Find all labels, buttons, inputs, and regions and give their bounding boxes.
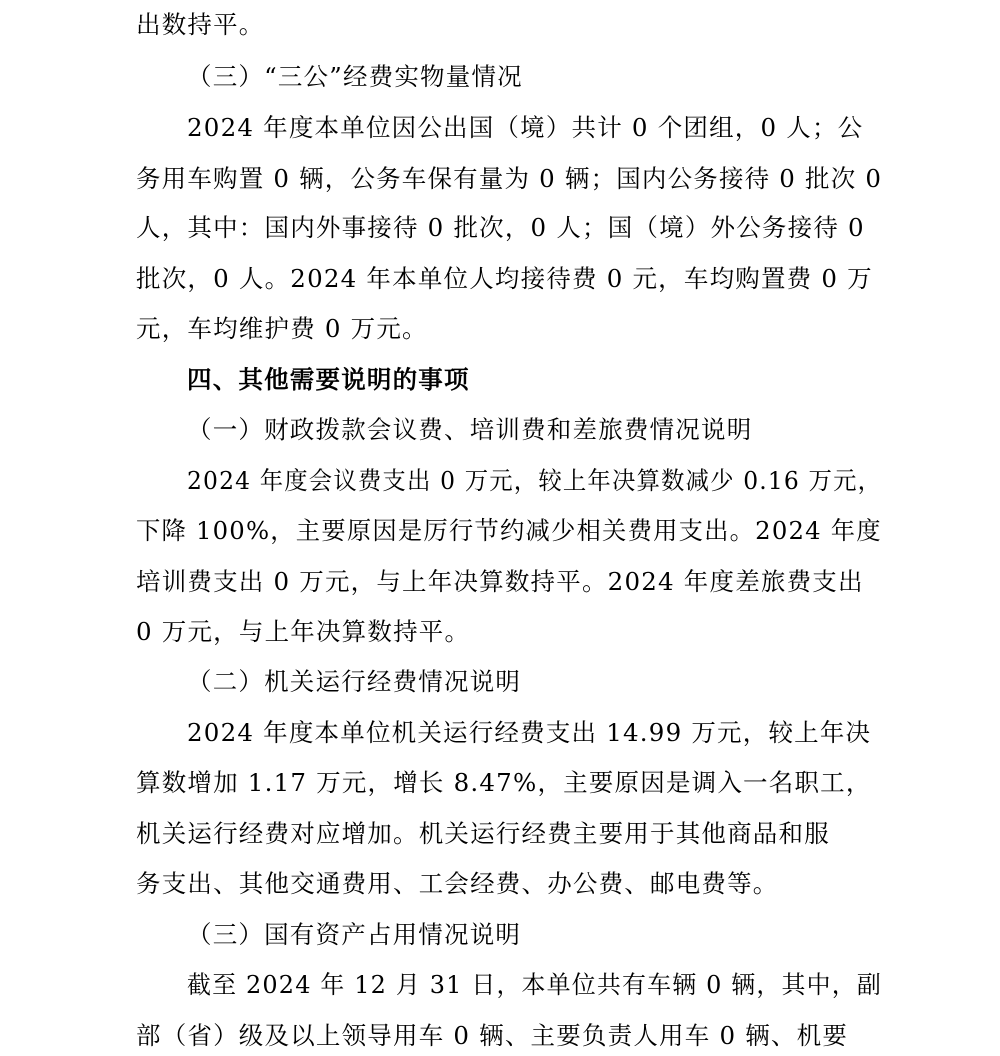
paragraph-line: 部（省）级及以上领导用车 0 辆、主要负责人用车 0 辆、机要 bbox=[136, 1021, 849, 1050]
paragraph-line: 2024 年度会议费支出 0 万元，较上年决算数减少 0.16 万元， bbox=[187, 466, 883, 495]
paragraph-line: 批次，0 人。2024 年本单位人均接待费 0 元，车均购置费 0 万 bbox=[136, 264, 873, 293]
paragraph-line: 算数增加 1.17 万元，增长 8.47%，主要原因是调入一名职工， bbox=[136, 768, 872, 797]
paragraph-line: 下降 100%，主要原因是厉行节约减少相关费用支出。2024 年度 bbox=[136, 516, 882, 545]
paragraph-line: 培训费支出 0 万元，与上年决算数持平。2024 年度差旅费支出 bbox=[136, 567, 864, 596]
paragraph-line: 截至 2024 年 12 月 31 日，本单位共有车辆 0 辆，其中，副 bbox=[187, 970, 882, 999]
paragraph-line: 机关运行经费对应增加。机关运行经费主要用于其他商品和服 bbox=[136, 819, 830, 848]
section-heading: （二）机关运行经费情况说明 bbox=[187, 667, 522, 696]
paragraph-line: 0 万元，与上年决算数持平。 bbox=[136, 617, 471, 646]
chapter-heading: 四、其他需要说明的事项 bbox=[187, 365, 470, 394]
paragraph-line: 人，其中：国内外事接待 0 批次，0 人；国（境）外公务接待 0 bbox=[136, 213, 865, 242]
paragraph-line: 2024 年度本单位因公出国（境）共计 0 个团组，0 人；公 bbox=[187, 113, 864, 142]
section-heading: （三）国有资产占用情况说明 bbox=[187, 920, 522, 949]
paragraph-line: 2024 年度本单位机关运行经费支出 14.99 万元，较上年决 bbox=[187, 718, 872, 747]
paragraph-line: 元，车均维护费 0 万元。 bbox=[136, 314, 428, 343]
paragraph-line: 出数持平。 bbox=[136, 10, 265, 39]
section-heading: （三）“三公”经费实物量情况 bbox=[187, 62, 523, 91]
paragraph-line: 务用车购置 0 辆，公务车保有量为 0 辆；国内公务接待 0 批次 0 bbox=[136, 164, 883, 193]
section-heading: （一）财政拨款会议费、培训费和差旅费情况说明 bbox=[187, 415, 753, 444]
paragraph-line: 务支出、其他交通费用、工会经费、办公费、邮电费等。 bbox=[136, 869, 779, 898]
